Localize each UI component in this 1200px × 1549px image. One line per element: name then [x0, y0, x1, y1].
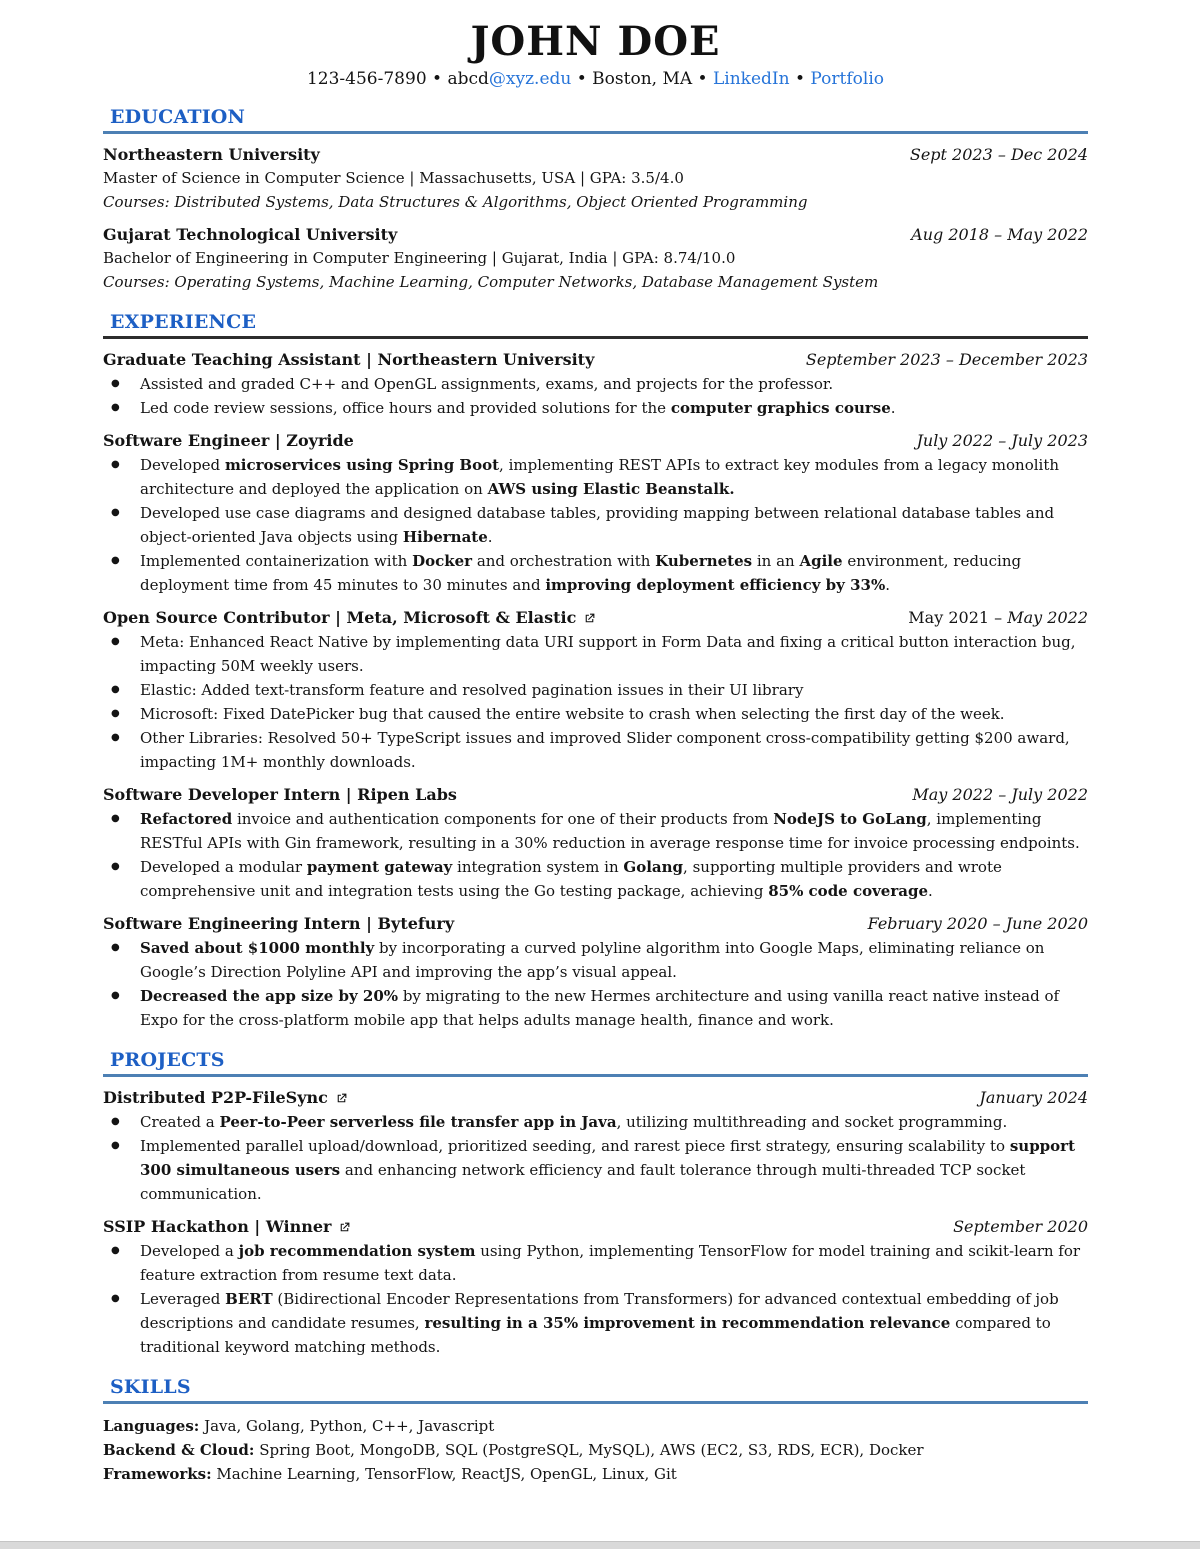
bullet-list — [103, 453, 1088, 597]
entry-date-italic: July 2022 – July 2023 — [916, 431, 1088, 450]
entry-date-italic: September 2023 – December 2023 — [805, 350, 1088, 369]
linkedin-link[interactable]: LinkedIn — [712, 69, 790, 89]
entry-title: Software Engineer | Zoyride — [103, 431, 354, 450]
text: , utilizing multithreading and socket programming. — [616, 1113, 1008, 1131]
entry-title: Graduate Teaching Assistant | Northeastern University — [103, 350, 595, 369]
resume-body — [103, 105, 1088, 1486]
entry-date — [868, 913, 1088, 935]
entry-date-italic: Aug 2018 – May 2022 — [911, 225, 1088, 244]
entry — [103, 224, 1088, 294]
section-title-projects: PROJECTS — [110, 1049, 225, 1071]
entry — [103, 1414, 1088, 1486]
bold-text: Agile — [799, 552, 843, 570]
entry-title: SSIP Hackathon | Winner — [103, 1217, 332, 1236]
entry-date-italic: September 2020 — [953, 1217, 1088, 1236]
entry-title-group — [103, 913, 454, 935]
entry-date — [979, 1087, 1088, 1109]
entry-header — [103, 913, 1088, 935]
entry-line — [103, 246, 1088, 270]
entry-title-group — [103, 430, 354, 452]
text: Elastic: Added text-transform feature and resolved pagination issues in their UI library — [140, 681, 804, 699]
bullet-list — [103, 630, 1088, 774]
entry-header — [103, 1216, 1088, 1238]
entry-line — [103, 1438, 1088, 1462]
text: (Bidirectional Encoder Representations from Transformers) for advanced contextual embedding of job descriptions and candidate resumes, — [140, 1290, 1059, 1332]
bullet-item — [103, 1134, 1088, 1206]
entry-date — [910, 144, 1088, 166]
bold-text: Kubernetes — [655, 552, 753, 570]
bullet-item — [103, 396, 1088, 420]
text: and enhancing network efficiency and fault tolerance through multi-threaded TCP socket communication. — [140, 1161, 1026, 1203]
entry-date — [953, 1216, 1088, 1238]
bullet-item — [103, 807, 1088, 855]
entry-title-group — [103, 784, 457, 806]
entry — [103, 607, 1088, 774]
text: Led code review sessions, office hours and provided solutions for the — [140, 399, 671, 417]
text: Leveraged — [140, 1290, 226, 1308]
section-experience — [103, 310, 1088, 1032]
entry-title: Open Source Contributor | Meta, Microsoft & Elastic — [103, 608, 577, 627]
text: using Python, implementing TensorFlow for model training and scikit-learn for feature extraction from resume text data. — [140, 1242, 1081, 1284]
text: by migrating to the new Hermes architecture and using vanilla react native instead of Expo for the cross-platform mobile app that helps adults manage health, finance and work. — [140, 987, 1060, 1029]
text: compared to traditional keyword matching methods. — [140, 1314, 1051, 1356]
text: Implemented containerization with — [140, 552, 413, 570]
text: Java, Golang, Python, C++, Javascript — [199, 1417, 495, 1435]
bullet-item — [103, 501, 1088, 549]
text: Other Libraries: Resolved 50+ TypeScript issues and improved Slider component cross-compatibility getting $200 award, impacting 1M+ monthly downloads. — [140, 729, 1070, 771]
entry-header — [103, 349, 1088, 371]
bold-text: Peer-to-Peer serverless file transfer app in Java — [219, 1113, 617, 1131]
text: Machine Learning, TensorFlow, ReactJS, OpenGL, Linux, Git — [211, 1465, 677, 1483]
external-link-icon[interactable] — [583, 612, 596, 625]
page-edge-bar — [0, 1541, 1200, 1549]
entry-title: Northeastern University — [103, 145, 320, 164]
entry — [103, 913, 1088, 1032]
email-link[interactable]: @xyz.edu — [488, 69, 572, 89]
text: Bachelor of Engineering in Computer Engineering | Gujarat, India | GPA: 8.74/10.0 — [103, 249, 736, 267]
bold-text: Golang — [623, 858, 684, 876]
bold-text: resulting in a 35% improvement in recommendation relevance — [424, 1314, 951, 1332]
text: . — [487, 528, 493, 546]
entry-line — [103, 166, 1088, 190]
bold-text: improving deployment efficiency by 33% — [545, 576, 886, 594]
entry-title-group — [103, 144, 320, 166]
bullet-item — [103, 984, 1088, 1032]
entry-header — [103, 607, 1088, 629]
bullet-list — [103, 807, 1088, 903]
entry-date-italic: Sept 2023 – Dec 2024 — [909, 145, 1088, 164]
entry-date — [806, 349, 1088, 371]
entry-title-group — [103, 1087, 348, 1109]
section-title-skills: SKILLS — [110, 1376, 191, 1398]
text: invoice and authentication components for one of their products from — [232, 810, 774, 828]
entry-title: Software Developer Intern | Ripen Labs — [103, 785, 457, 804]
entry-header — [103, 224, 1088, 246]
entry-header — [103, 784, 1088, 806]
bullet-item — [103, 1110, 1088, 1134]
section-rule-skills — [103, 1401, 1088, 1404]
text: Developed use case diagrams and designed database tables, providing mapping between relational database tables and object-oriented Java objects using — [140, 504, 1055, 546]
section-education — [103, 105, 1088, 294]
bullet-item — [103, 936, 1088, 984]
bold-text: Decreased the app size by 20% — [140, 987, 399, 1005]
entry-date-italic: May 2022 – July 2022 — [912, 785, 1088, 804]
bold-text: payment gateway — [306, 858, 453, 876]
bold-text: Languages: — [103, 1417, 200, 1435]
entry-date-roman: May 2021 – — [908, 608, 1008, 627]
bold-text: computer graphics course — [670, 399, 891, 417]
entry-line — [103, 1414, 1088, 1438]
contact-text: 123-456-7890 • abcd — [306, 69, 489, 89]
bold-text: Saved about $1000 monthly — [140, 939, 375, 957]
text: Master of Science in Computer Science | Massachusetts, USA | GPA: 3.5/4.0 — [103, 169, 684, 187]
text: Created a — [140, 1113, 220, 1131]
entry-date — [911, 224, 1088, 246]
text: Assisted and graded C++ and OpenGL assignments, exams, and projects for the professor. — [140, 375, 834, 393]
text: . — [928, 882, 933, 900]
entry — [103, 784, 1088, 903]
section-rule-education — [103, 131, 1088, 134]
entry-line — [103, 190, 1088, 214]
bold-text: AWS using Elastic Beanstalk. — [487, 480, 735, 498]
bullet-item — [103, 1239, 1088, 1287]
bullet-item — [103, 702, 1088, 726]
entry-title-group — [103, 607, 596, 629]
contact-text: • — [789, 69, 811, 89]
bullet-list — [103, 1110, 1088, 1206]
contact-line — [103, 69, 1088, 89]
section-title-experience: EXPERIENCE — [110, 311, 257, 333]
bullet-item — [103, 372, 1088, 396]
entry-title-group — [103, 1216, 351, 1238]
section-rule-experience — [103, 336, 1088, 339]
external-link-icon[interactable] — [338, 1221, 351, 1234]
bold-text: BERT — [225, 1290, 273, 1308]
text: . — [890, 399, 896, 417]
entry-header — [103, 430, 1088, 452]
bold-text: Refactored — [140, 810, 233, 828]
section-skills — [103, 1375, 1088, 1486]
entry-line — [103, 1462, 1088, 1486]
entry — [103, 1216, 1088, 1359]
entry-date-italic: February 2020 – June 2020 — [867, 914, 1088, 933]
text: . — [885, 576, 890, 594]
bullet-item — [103, 453, 1088, 501]
entry — [103, 1087, 1088, 1206]
entry-title-group — [103, 224, 397, 246]
entry — [103, 144, 1088, 214]
bold-text: support 300 simultaneous users — [140, 1137, 1076, 1179]
section-rule-projects — [103, 1074, 1088, 1077]
bullet-item — [103, 855, 1088, 903]
bold-text: microservices using Spring Boot — [224, 456, 500, 474]
bold-text: 85% code coverage — [768, 882, 928, 900]
bold-text: Frameworks: — [103, 1465, 212, 1483]
bold-text: job recommendation system — [238, 1242, 476, 1260]
entry-header — [103, 144, 1088, 166]
bold-text: Docker — [412, 552, 473, 570]
bullet-list — [103, 1239, 1088, 1359]
entry-date — [908, 607, 1088, 629]
bullet-item — [103, 726, 1088, 774]
text: Developed — [140, 456, 225, 474]
bullet-list — [103, 372, 1088, 420]
bullet-item — [103, 630, 1088, 678]
bullet-list — [103, 936, 1088, 1032]
contact-text: • Boston, MA • — [571, 69, 713, 89]
entry-date — [912, 784, 1088, 806]
text: by incorporating a curved polyline algorithm into Google Maps, eliminating reliance on Google’s Direction Polyline API and improving the app’s visual appeal. — [140, 939, 1045, 981]
bullet-item — [103, 549, 1088, 597]
entry-title: Gujarat Technological University — [103, 225, 398, 244]
section-projects — [103, 1048, 1088, 1359]
text: Developed a modular — [140, 858, 307, 876]
entry-date — [916, 430, 1088, 452]
entry — [103, 349, 1088, 420]
section-title-education: EDUCATION — [110, 106, 246, 128]
entry-date-italic: May 2022 — [1007, 608, 1088, 627]
person-name: JOHN DOE — [470, 18, 721, 65]
text: Meta: Enhanced React Native by implementing data URI support in Form Data and fixing a critical button interaction bug, impacting 50M weekly users. — [140, 633, 1076, 675]
entry-header — [103, 1087, 1088, 1109]
portfolio-link[interactable]: Portfolio — [810, 69, 884, 89]
entry-title: Distributed P2P-FileSync — [103, 1088, 328, 1107]
entry-line — [103, 270, 1088, 294]
text: Spring Boot, MongoDB, SQL (PostgreSQL, MySQL), AWS (EC2, S3, RDS, ECR), Docker — [254, 1441, 924, 1459]
bold-text: Backend & Cloud: — [103, 1441, 255, 1459]
text: Implemented parallel upload/download, prioritized seeding, and rarest piece first strategy, ensuring scalability to — [140, 1137, 1010, 1155]
text: environment, reducing deployment time from 45 minutes to 30 minutes and — [140, 552, 1022, 594]
bold-text: Hibernate — [402, 528, 488, 546]
text: Developed a — [140, 1242, 239, 1260]
bullet-item — [103, 678, 1088, 702]
text: Courses: Distributed Systems, Data Structures & Algorithms, Object Oriented Programming — [103, 193, 808, 211]
text: Courses: Operating Systems, Machine Learning, Computer Networks, Database Management System — [103, 273, 879, 291]
text: integration system in — [452, 858, 624, 876]
text: , implementing RESTful APIs with Gin framework, resulting in a 30% reduction in average response time for invoice processing endpoints. — [140, 810, 1080, 852]
text: and orchestration with — [472, 552, 656, 570]
bold-text: NodeJS to GoLang — [773, 810, 927, 828]
text: , implementing REST APIs to extract key modules from a legacy monolith architecture and deployed the application on — [140, 456, 1060, 498]
entry — [103, 430, 1088, 597]
bullet-item — [103, 1287, 1088, 1359]
entry-title-group — [103, 349, 594, 371]
text: , supporting multiple providers and wrote comprehensive unit and integration tests using the Go testing package, achieving — [140, 858, 1002, 900]
text: Microsoft: Fixed DatePicker bug that caused the entire website to crash when selecting the first day of the week. — [140, 705, 1005, 723]
entry-title: Software Engineering Intern | Bytefury — [103, 914, 455, 933]
text: in an — [752, 552, 800, 570]
external-link-icon[interactable] — [335, 1092, 348, 1105]
entry-date-italic: January 2024 — [979, 1088, 1088, 1107]
